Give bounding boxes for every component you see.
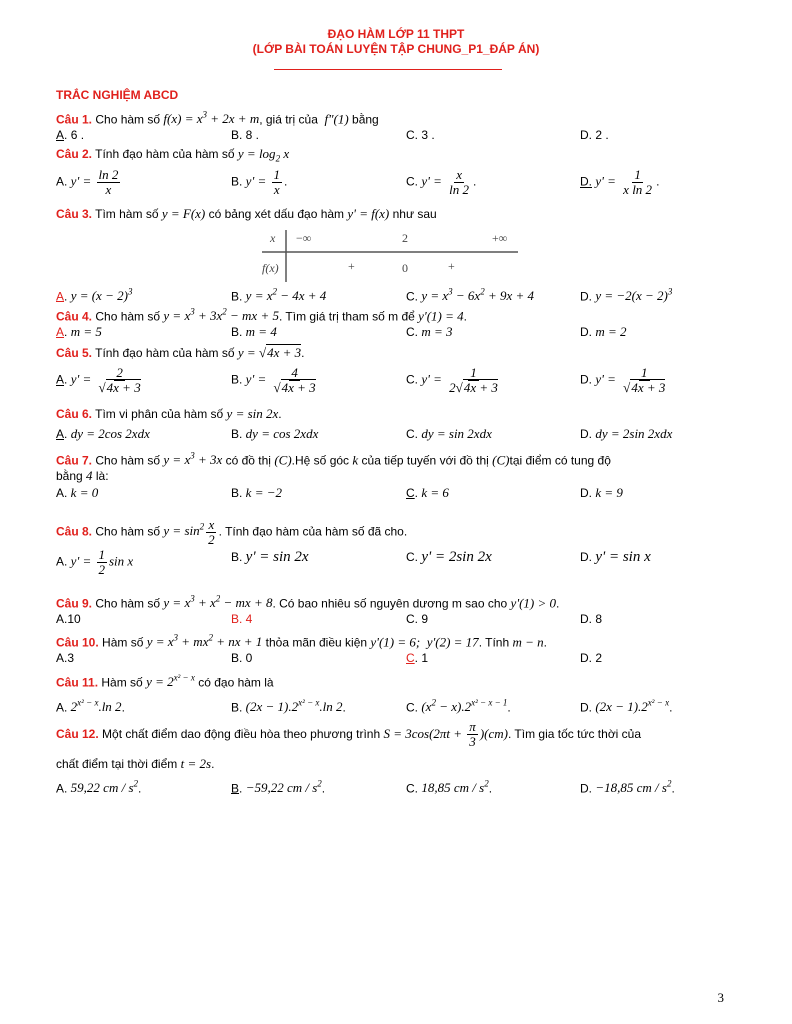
question-label: Câu 11.	[56, 675, 99, 690]
option-a[interactable]: A. $2^{x^2 - x}.\ln$ 2.	[56, 698, 125, 715]
option-d[interactable]: D. 2	[580, 651, 603, 665]
option-b[interactable]: B. y' = sin 2x	[231, 549, 309, 565]
document-subtitle: (LỚP BÀI TOÁN LUYỆN TẬP CHUNG_P1_ĐÁP ÁN)	[252, 42, 540, 56]
document-title: ĐẠO HÀM LỚP 11 THPT	[327, 27, 465, 41]
sign-table	[256, 226, 520, 284]
question-11-options	[56, 694, 736, 715]
option-b[interactable]: B. $(2x - 1).2^{x^2 - x}.\ln$ 2.	[231, 698, 346, 715]
option-c[interactable]: C. y' = $\frac{x}{\ln 2}$ .	[406, 167, 477, 197]
title-divider	[274, 69, 502, 70]
neg-inf: −∞	[296, 231, 312, 245]
option-c[interactable]: C. y' = 2sin 2x	[406, 549, 492, 565]
sign-zero: 0	[402, 261, 408, 275]
option-c[interactable]: C. k = 6	[406, 485, 449, 500]
option-d[interactable]: D. 8	[580, 612, 603, 626]
option-b[interactable]: B. dy = cos 2xdx	[231, 426, 319, 441]
question-12: Câu 12. Một chất điểm dao động điều hòa theo phương trình S = 3cos(2πt + $\frac{\pi}{3}$ )(cm). Tìm gia tốc tức thời của	[56, 719, 642, 750]
question-9-options	[56, 610, 736, 628]
question-4-options	[56, 323, 736, 341]
option-a[interactable]: A. y' = $\frac{1}{2}$ sin x	[56, 547, 134, 577]
question-6-options	[56, 425, 736, 443]
option-a[interactable]: A.10	[56, 612, 81, 626]
section-title: TRẮC NGHIỆM ABCD	[56, 88, 179, 102]
question-11: Câu 11. Hàm số $y = 2^{x^2 - x}$ có đạo hàm là	[56, 673, 274, 690]
fx-label: f(x)	[262, 261, 279, 275]
question-label: Câu 7.	[56, 453, 93, 468]
option-d[interactable]: D. m = 2	[580, 324, 627, 339]
option-d[interactable]: D. 2 .	[580, 128, 609, 142]
option-c[interactable]: C. $(x^2 - x).2^{x^2 - x - 1}$.	[406, 698, 511, 715]
option-a[interactable]: A. 59,22 cm / $s^2$.	[56, 779, 142, 796]
option-d[interactable]: D. k = 9	[580, 485, 623, 500]
option-c[interactable]: C. $y = x^3 - 6x^2 + 9x + 4$	[406, 287, 535, 304]
question-8: Câu 8. Cho hàm số $y = \sin^2$ $\frac{x}{2}$ . Tính đạo hàm của hàm số đã cho.	[56, 516, 408, 547]
question-7: Câu 7. Cho hàm số $y = x^3 + 3x$ có đồ thị (C).Hệ số góc k của tiếp tuyến với đồ thị (C)tại điểm có tung độ	[56, 451, 611, 468]
sign-plus-2: +	[448, 259, 455, 273]
option-d[interactable]: D. y' = $\frac{1}{√4x + 3}$	[580, 365, 666, 395]
question-1: Câu 1. Cho hàm số $f(x) = x^3 + 2x + m$, giá trị của f″(1) bằng	[56, 110, 379, 127]
question-2: Câu 2. Tính đạo hàm của hàm số $y = \log_2 x$	[56, 146, 290, 164]
option-b[interactable]: B. −59,22 cm / $s^2$.	[231, 779, 326, 796]
page-number: 3	[717, 990, 724, 1005]
root-value: 2	[402, 231, 408, 245]
option-c[interactable]: C. m = 3	[406, 324, 453, 339]
option-a[interactable]: A. k = 0	[56, 485, 99, 500]
question-12-cont: chất điểm tại thời điểm t = 2s.	[56, 756, 215, 771]
option-b[interactable]: B. y' = $\frac{4}{√4x + 3}$	[231, 365, 316, 395]
option-c[interactable]: C. y' = $\frac{1}{2√4x + 3}$	[406, 365, 498, 395]
option-b[interactable]: B. 0	[231, 651, 253, 665]
question-1-options	[56, 126, 736, 144]
option-a[interactable]: A. y' = $\frac{\ln 2}{x}$	[56, 167, 119, 197]
option-d[interactable]: D. −18,85 cm / $s^2$.	[580, 779, 675, 796]
question-6: Câu 6. Tìm vi phân của hàm số y = sin 2x.	[56, 406, 282, 421]
option-a[interactable]: A. dy = 2cos 2xdx	[56, 426, 150, 441]
question-7-options	[56, 484, 736, 502]
option-b[interactable]: B. y' = $\frac{1}{x}$ .	[231, 167, 288, 197]
question-3: Câu 3. Tìm hàm số y = F(x) có bảng xét dấu đạo hàm y' = f(x) như sau	[56, 206, 437, 221]
option-b[interactable]: B. $y = x^2 - 4x + 4$	[231, 287, 327, 304]
option-b[interactable]: B. 4	[231, 612, 253, 626]
question-label: Câu 10.	[56, 635, 99, 650]
question-5: Câu 5. Tính đạo hàm của hàm số y = √4x + 3.	[56, 345, 305, 360]
x-label: x	[270, 231, 276, 245]
question-label: Câu 4.	[56, 309, 93, 324]
option-b[interactable]: B. m = 4	[231, 324, 277, 339]
option-a[interactable]: A. m = 5	[56, 324, 102, 339]
option-d[interactable]: D. $(2x - 1).2^{x^2 - x}$.	[580, 698, 673, 715]
option-c[interactable]: C. 9	[406, 612, 429, 626]
question-9: Câu 9. Cho hàm số $y = x^3 + x^2$ − mx + 8. Có bao nhiêu số nguyên dương m sao cho y'(1) > 0.	[56, 594, 560, 611]
question-label: Câu 1.	[56, 112, 93, 127]
option-c[interactable]: C. 18,85 cm / $s^2$.	[406, 779, 493, 796]
option-d[interactable]: D. dy = 2sin 2xdx	[580, 426, 673, 441]
option-c[interactable]: C. 1	[406, 651, 429, 665]
option-b[interactable]: B. 8 .	[231, 128, 260, 142]
question-5-options	[56, 366, 736, 402]
option-d[interactable]: D. y' = $\frac{1}{\text{x ln 2}}$ .	[580, 167, 660, 197]
sign-plus-1: +	[348, 259, 355, 273]
option-d[interactable]: D. $y = -2(x - 2)^3$	[580, 287, 673, 304]
option-a[interactable]: A.3	[56, 651, 75, 665]
option-c[interactable]: C. 3 .	[406, 128, 435, 142]
option-b[interactable]: B. k = −2	[231, 485, 282, 500]
option-a[interactable]: A. y' = $\frac{2}{√4x + 3}$	[56, 365, 141, 395]
question-label: Câu 6.	[56, 407, 93, 421]
option-a[interactable]: A. 6 .	[56, 128, 85, 142]
option-c[interactable]: C. dy = sin 2xdx	[406, 426, 492, 441]
question-label: Câu 3.	[56, 207, 93, 221]
question-label: Câu 2.	[56, 147, 93, 161]
question-label: Câu 9.	[56, 596, 93, 611]
option-d[interactable]: D. y' = sin x	[580, 549, 651, 565]
question-10: Câu 10. Hàm số $y = x^3 + mx^2$ + nx + 1 thỏa mãn điều kiện y'(1) = 6; y'(2) = 17. Tính m − n.	[56, 633, 548, 650]
pos-inf: +∞	[492, 231, 508, 245]
question-4: Câu 4. Cho hàm số $y = x^3 + 3x^2$ − mx + 5. Tìm giá trị tham số m để y'(1) = 4.	[56, 307, 467, 324]
question-7-cont: bằng 4 là:	[56, 468, 109, 483]
question-label: Câu 5.	[56, 346, 93, 360]
option-a[interactable]: A. $y = (x - 2)^3$	[56, 287, 133, 304]
question-10-options	[56, 649, 736, 667]
question-label: Câu 12.	[56, 727, 99, 741]
question-8-options	[56, 548, 736, 584]
question-3-options	[56, 283, 736, 304]
question-2-options	[56, 168, 736, 204]
question-label: Câu 8.	[56, 524, 93, 539]
question-12-options	[56, 775, 736, 796]
